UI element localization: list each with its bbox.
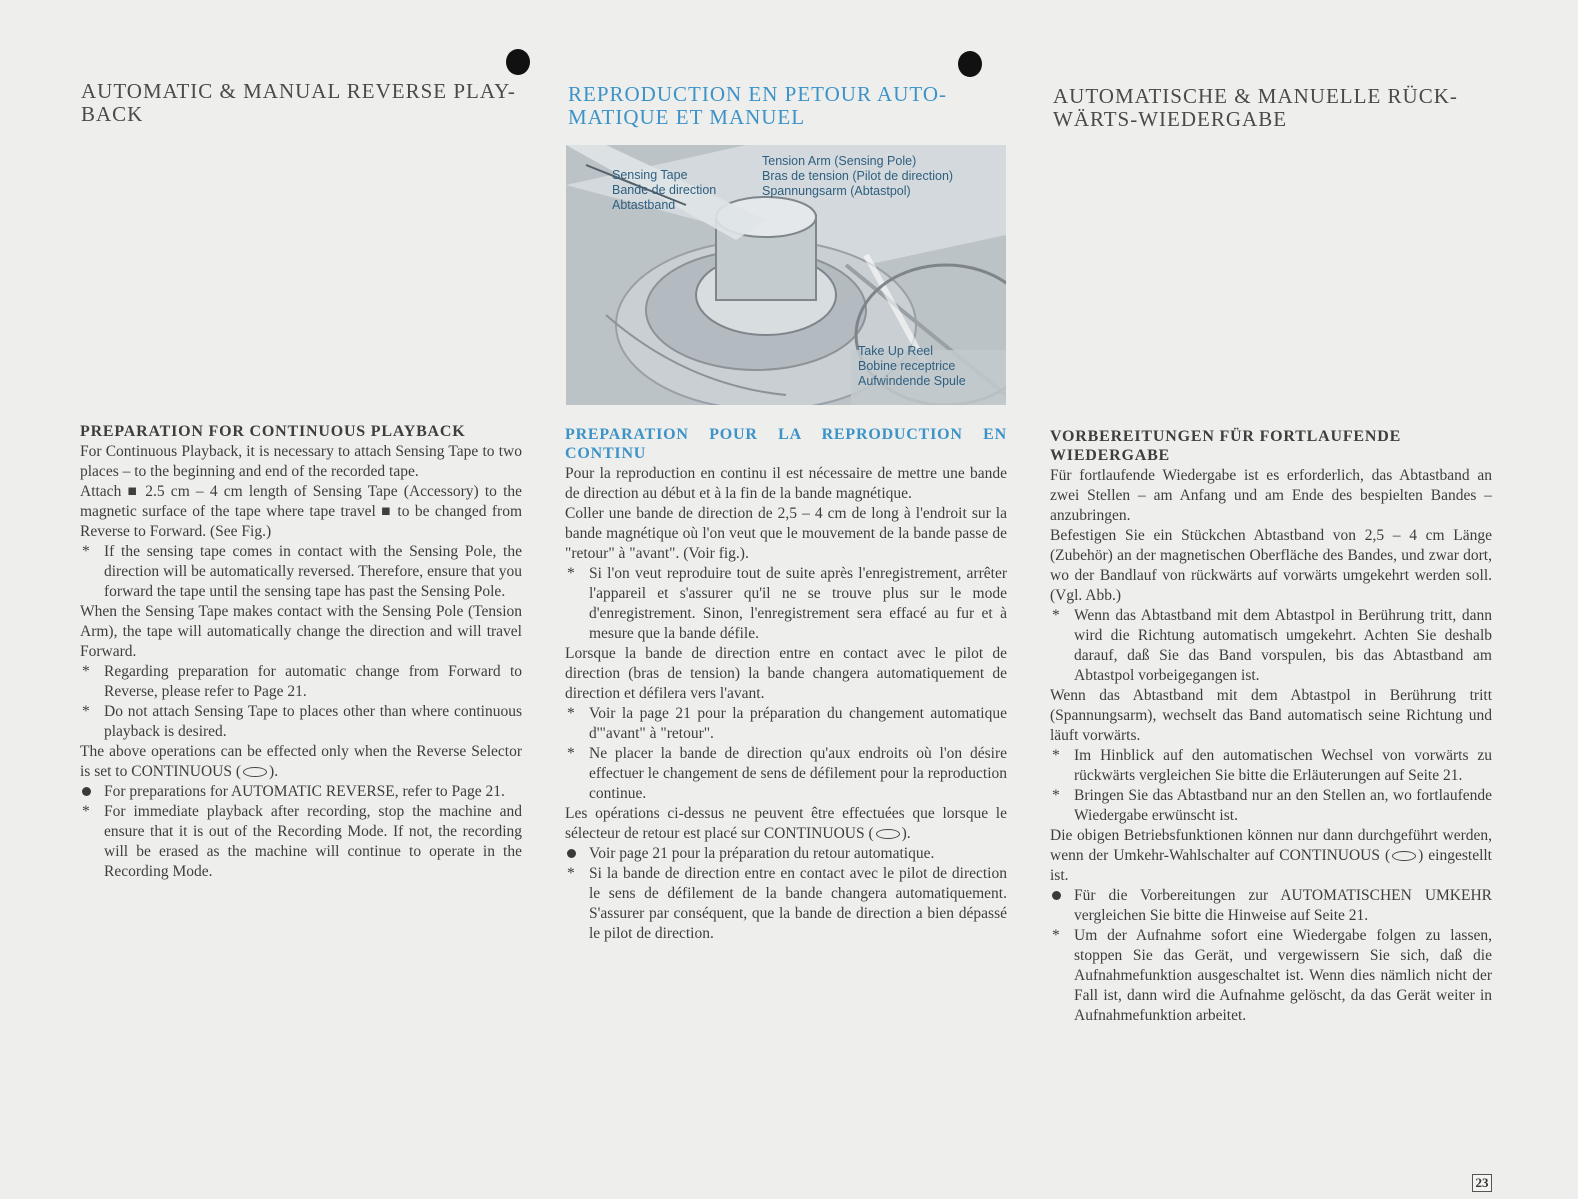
french-text: Les opérations ci-dessus ne peuvent être effectuées que lorsque le sélecteur de retour est placé sur CONTINUOUS (	[565, 805, 1007, 842]
asterisk-mark: *	[1052, 927, 1060, 944]
german-note-text: Um der Aufnahme sofort eine Wiedergabe folgen zu lassen, stoppen Sie das Gerät, und vergewissern Sie sich, daß die Aufnahmefunktion ausgeschaltet ist. Wenn dies nämlich nicht der Fall ist, dann wird die Aufnahme gelöscht, da das Gerät weiter in Aufnahmefunktion arbeitet.	[1074, 927, 1492, 1024]
german-note	[1050, 926, 1492, 1026]
german-paragraph-continuous	[1050, 826, 1492, 886]
english-note-text: If the sensing tape comes in contact with the Sensing Pole, the direction will be automatically reversed. Therefore, ensure that you forward the tape until the sensing tape has past the Sensing Pole.	[104, 543, 522, 600]
german-note	[1050, 786, 1492, 826]
german-note-text: Bringen Sie das Abtastband nur an den Stellen an, wo fortlaufende Wiedergabe erwünscht ist.	[1074, 787, 1492, 824]
german-paragraph: Befestigen Sie ein Stückchen Abtastband von 2,5 – 4 cm Länge (Zubehör) an der magnetischen Oberfläche des Bandes, und zwar dort, wo der Bandlauf von rückwärts auf vorwärts umgekehrt werden soll. (Vgl. Abb.)	[1050, 527, 1492, 604]
german-column	[1050, 427, 1492, 1026]
asterisk-mark: *	[567, 565, 575, 582]
heading-french: REPRODUCTION EN PETOUR AUTO- MATIQUE ET MANUEL	[568, 82, 947, 129]
caption-sensing-tape-de: Abtastband	[612, 198, 676, 212]
english-note	[80, 702, 522, 742]
french-note-text: Voir la page 21 pour la préparation du changement automatique d'"avant" à "retour".	[589, 705, 1007, 742]
french-note-text: Si l'on veut reproduire tout de suite après l'enregistrement, arrêter l'appareil et s'assurer qu'il ne se trouve plus sur le mode d'enregistrement. Sinon, l'enregistrement sera effacé au fur et à mesure que la bande défile.	[589, 565, 1007, 642]
english-text: ).	[269, 763, 279, 780]
asterisk-mark: *	[82, 803, 90, 820]
continuous-loop-icon	[876, 829, 900, 839]
caption-take-up-reel-fr: Bobine receptrice	[858, 359, 956, 373]
english-column	[80, 422, 522, 882]
english-subheading: PREPARATION FOR CONTINUOUS PLAYBACK	[80, 423, 466, 440]
caption-sensing-tape	[612, 168, 716, 213]
english-paragraph: Attach ■ 2.5 cm – 4 cm length of Sensing Tape (Accessory) to the magnetic surface of the tape where tape travel ■ to be changed from Reverse to Forward. (See Fig.)	[80, 483, 522, 540]
caption-tension-arm-de: Spannungsarm (Abtastpol)	[762, 184, 911, 198]
asterisk-mark: *	[1052, 787, 1060, 804]
caption-tension-arm	[762, 154, 953, 199]
french-note	[565, 564, 1007, 644]
french-paragraph: Lorsque la bande de direction entre en contact avec le pilot de direction (bras de tension) la bande changera automatiquement de direction et défilera vers l'avant.	[565, 645, 1007, 702]
asterisk-mark: *	[82, 543, 90, 560]
bullet-icon-wrap	[1052, 886, 1070, 906]
asterisk-mark: *	[567, 705, 575, 722]
french-note-text: Ne placer la bande de direction qu'aux endroits où l'on désire effectuer le changement de sens de défilement pour la reproduction continue.	[589, 745, 1007, 802]
german-text: ) eingestellt ist.	[1050, 847, 1492, 884]
tape-mechanism-photo	[566, 145, 1006, 405]
french-note	[565, 704, 1007, 744]
german-note-text: Im Hinblick auf den automatischen Wechsel von vorwärts zu rückwärts vergleichen Sie bitte die Erläuterungen auf Seite 21.	[1074, 747, 1492, 784]
german-note-text: Wenn das Abtastband mit dem Abtastpol in Berührung tritt, dann wird die Richtung automatisch umgekehrt. Achten Sie deshalb darauf, daß Sie das Band vorspulen, bis das Abtastband am Abtastpol vorbeigegangen ist.	[1074, 607, 1492, 684]
punch-hole-left	[506, 49, 530, 75]
english-note	[80, 542, 522, 602]
french-bullet	[565, 844, 1007, 864]
english-note	[80, 662, 522, 702]
english-bullet	[80, 782, 522, 802]
german-bullet	[1050, 886, 1492, 926]
french-paragraph: Coller une bande de direction de 2,5 – 4 cm de long à l'endroit sur la bande magnétique où l'on veut que le mouvement de la bande passe de "retour" à "avant". (Voir fig.).	[565, 505, 1007, 562]
english-text: The above operations can be effected only when the Reverse Selector is set to CONTINUOUS (	[80, 743, 522, 780]
french-note	[565, 864, 1007, 944]
asterisk-mark: *	[567, 745, 575, 762]
french-paragraph-continuous	[565, 804, 1007, 844]
french-note	[565, 744, 1007, 804]
punch-hole-right	[958, 51, 982, 77]
asterisk-mark: *	[567, 865, 575, 882]
caption-take-up-reel	[858, 344, 966, 389]
english-note-text: Regarding preparation for automatic change from Forward to Reverse, please refer to Page 21.	[104, 663, 522, 700]
german-paragraph: Für fortlaufende Wiedergabe ist es erforderlich, das Abtastband an zwei Stellen – am Anfang und am Ende des bespielten Bandes – anzubringen.	[1050, 467, 1492, 524]
caption-sensing-tape-fr: Bande de direction	[612, 183, 717, 197]
bullet-icon	[567, 849, 576, 858]
asterisk-mark: *	[82, 663, 90, 680]
french-paragraph: Pour la reproduction en continu il est nécessaire de mettre une bande de direction au début et à la fin de la bande magnétique.	[565, 465, 1007, 502]
bullet-icon-wrap	[567, 844, 585, 864]
asterisk-mark: *	[1052, 747, 1060, 764]
english-paragraph: When the Sensing Tape makes contact with the Sensing Pole (Tension Arm), the tape will automatically change the direction and will travel Forward.	[80, 603, 522, 660]
caption-tension-arm-en: Tension Arm (Sensing Pole)	[762, 154, 917, 168]
english-note-text: For immediate playback after recording, stop the machine and ensure that it is out of the Recording Mode. If not, the recording will be erased as the machine will continue to operate in the Recording Mode.	[104, 803, 522, 880]
french-bullet-text: Voir page 21 pour la préparation du retour automatique.	[589, 845, 935, 862]
english-bullet-text: For preparations for AUTOMATIC REVERSE, refer to Page 21.	[104, 783, 505, 800]
bullet-icon	[82, 787, 91, 796]
bullet-icon	[1052, 891, 1061, 900]
german-paragraph: Wenn das Abtastband mit dem Abtastpol in Berührung tritt (Spannungsarm), wechselt das Band automatisch seine Richtung und läuft vorwärts.	[1050, 687, 1492, 744]
asterisk-mark: *	[82, 703, 90, 720]
caption-tension-arm-fr: Bras de tension (Pilot de direction)	[762, 169, 954, 183]
french-column	[565, 425, 1007, 944]
heading-german: AUTOMATISCHE & MANUELLE RÜCK- WÄRTS-WIEDERGABE	[1053, 84, 1458, 131]
german-bullet-text: Für die Vorbereitungen zur AUTOMATISCHEN UMKEHR vergleichen Sie bitte die Hinweise auf Seite 21.	[1074, 887, 1492, 924]
heading-english: AUTOMATIC & MANUAL REVERSE PLAY- BACK	[81, 79, 516, 126]
english-note-text: Do not attach Sensing Tape to places other than where continuous playback is desired.	[104, 703, 522, 740]
asterisk-mark: *	[1052, 607, 1060, 624]
german-note	[1050, 746, 1492, 786]
page-number: 23	[1472, 1174, 1492, 1192]
continuous-loop-icon	[1392, 851, 1416, 861]
german-subheading: VORBEREITUNGEN FÜR FORTLAUFENDE WIEDERGABE	[1050, 428, 1402, 464]
french-text: ).	[901, 825, 911, 842]
french-note-text: Si la bande de direction entre en contact avec le pilot de direction le sens de défilement de la bande changera automatiquement. S'assurer par conséquent, que la bande de direction a bien dépassé le pilot de direction.	[589, 865, 1007, 942]
continuous-loop-icon	[243, 767, 267, 777]
caption-sensing-tape-en: Sensing Tape	[612, 168, 688, 182]
german-text: Die obigen Betriebsfunktionen können nur dann durchgeführt werden, wenn der Umkehr-Wahlschalter auf CONTINUOUS (	[1050, 827, 1492, 864]
caption-take-up-reel-en: Take Up Reel	[858, 344, 934, 358]
english-paragraph: For Continuous Playback, it is necessary to attach Sensing Tape to two places – to the beginning and end of the recorded tape.	[80, 443, 522, 480]
german-note	[1050, 606, 1492, 686]
french-subheading: PREPARATION POUR LA REPRODUCTION EN CONTINU	[565, 426, 1007, 462]
english-note	[80, 802, 522, 882]
caption-take-up-reel-de: Aufwindende Spule	[858, 374, 966, 388]
english-paragraph-continuous	[80, 742, 522, 782]
bullet-icon-wrap	[82, 782, 100, 802]
